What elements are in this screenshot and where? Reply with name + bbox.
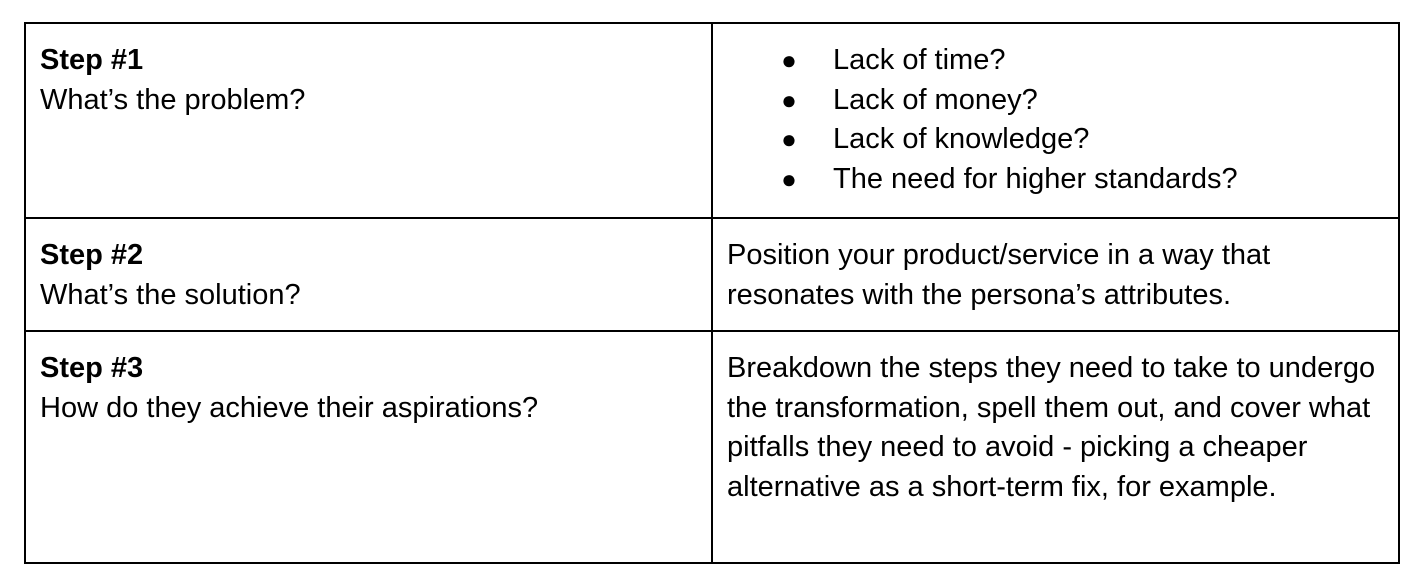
list-item-text: Lack of knowledge? [833, 123, 1090, 155]
answer-cell [712, 218, 1399, 331]
list-item [779, 41, 1384, 81]
answer-text: Position your product/service in a way that resonates with the persona’s attributes. [727, 239, 1271, 311]
table-row [25, 331, 1399, 563]
step-question: What’s the problem? [40, 83, 306, 116]
table-row [25, 218, 1399, 331]
list-item-text: The need for higher standards? [833, 162, 1238, 195]
bullet-icon: ● [781, 84, 797, 115]
step-question: How do they achieve their aspirations? [40, 391, 539, 424]
bullet-icon: ● [781, 45, 797, 75]
step-cell [25, 23, 712, 218]
step-title: Step #3 [40, 352, 144, 384]
list-item [779, 160, 1384, 200]
list-item-text: Lack of money? [833, 83, 1038, 116]
table-row [25, 23, 1399, 218]
step-title: Step #1 [40, 44, 144, 76]
step-cell [25, 331, 712, 563]
answer-text: Breakdown the steps they need to take to undergo the transformation, spell them out, and cover what pitfalls they need to avoid - picking a cheaper alternative as a short-term fix, for example. [727, 352, 1376, 503]
answer-cell [712, 23, 1399, 218]
step-question: What’s the solution? [40, 278, 301, 311]
answer-cell [712, 331, 1399, 563]
list-item [779, 81, 1384, 121]
problem-bullet-list [727, 41, 1384, 199]
list-item [779, 120, 1384, 160]
step-cell [25, 218, 712, 331]
list-item-text: Lack of time? [833, 44, 1006, 76]
bullet-icon: ● [781, 124, 797, 154]
steps-table [24, 22, 1400, 564]
step-title: Step #2 [40, 239, 144, 271]
bullet-icon: ● [781, 163, 797, 194]
